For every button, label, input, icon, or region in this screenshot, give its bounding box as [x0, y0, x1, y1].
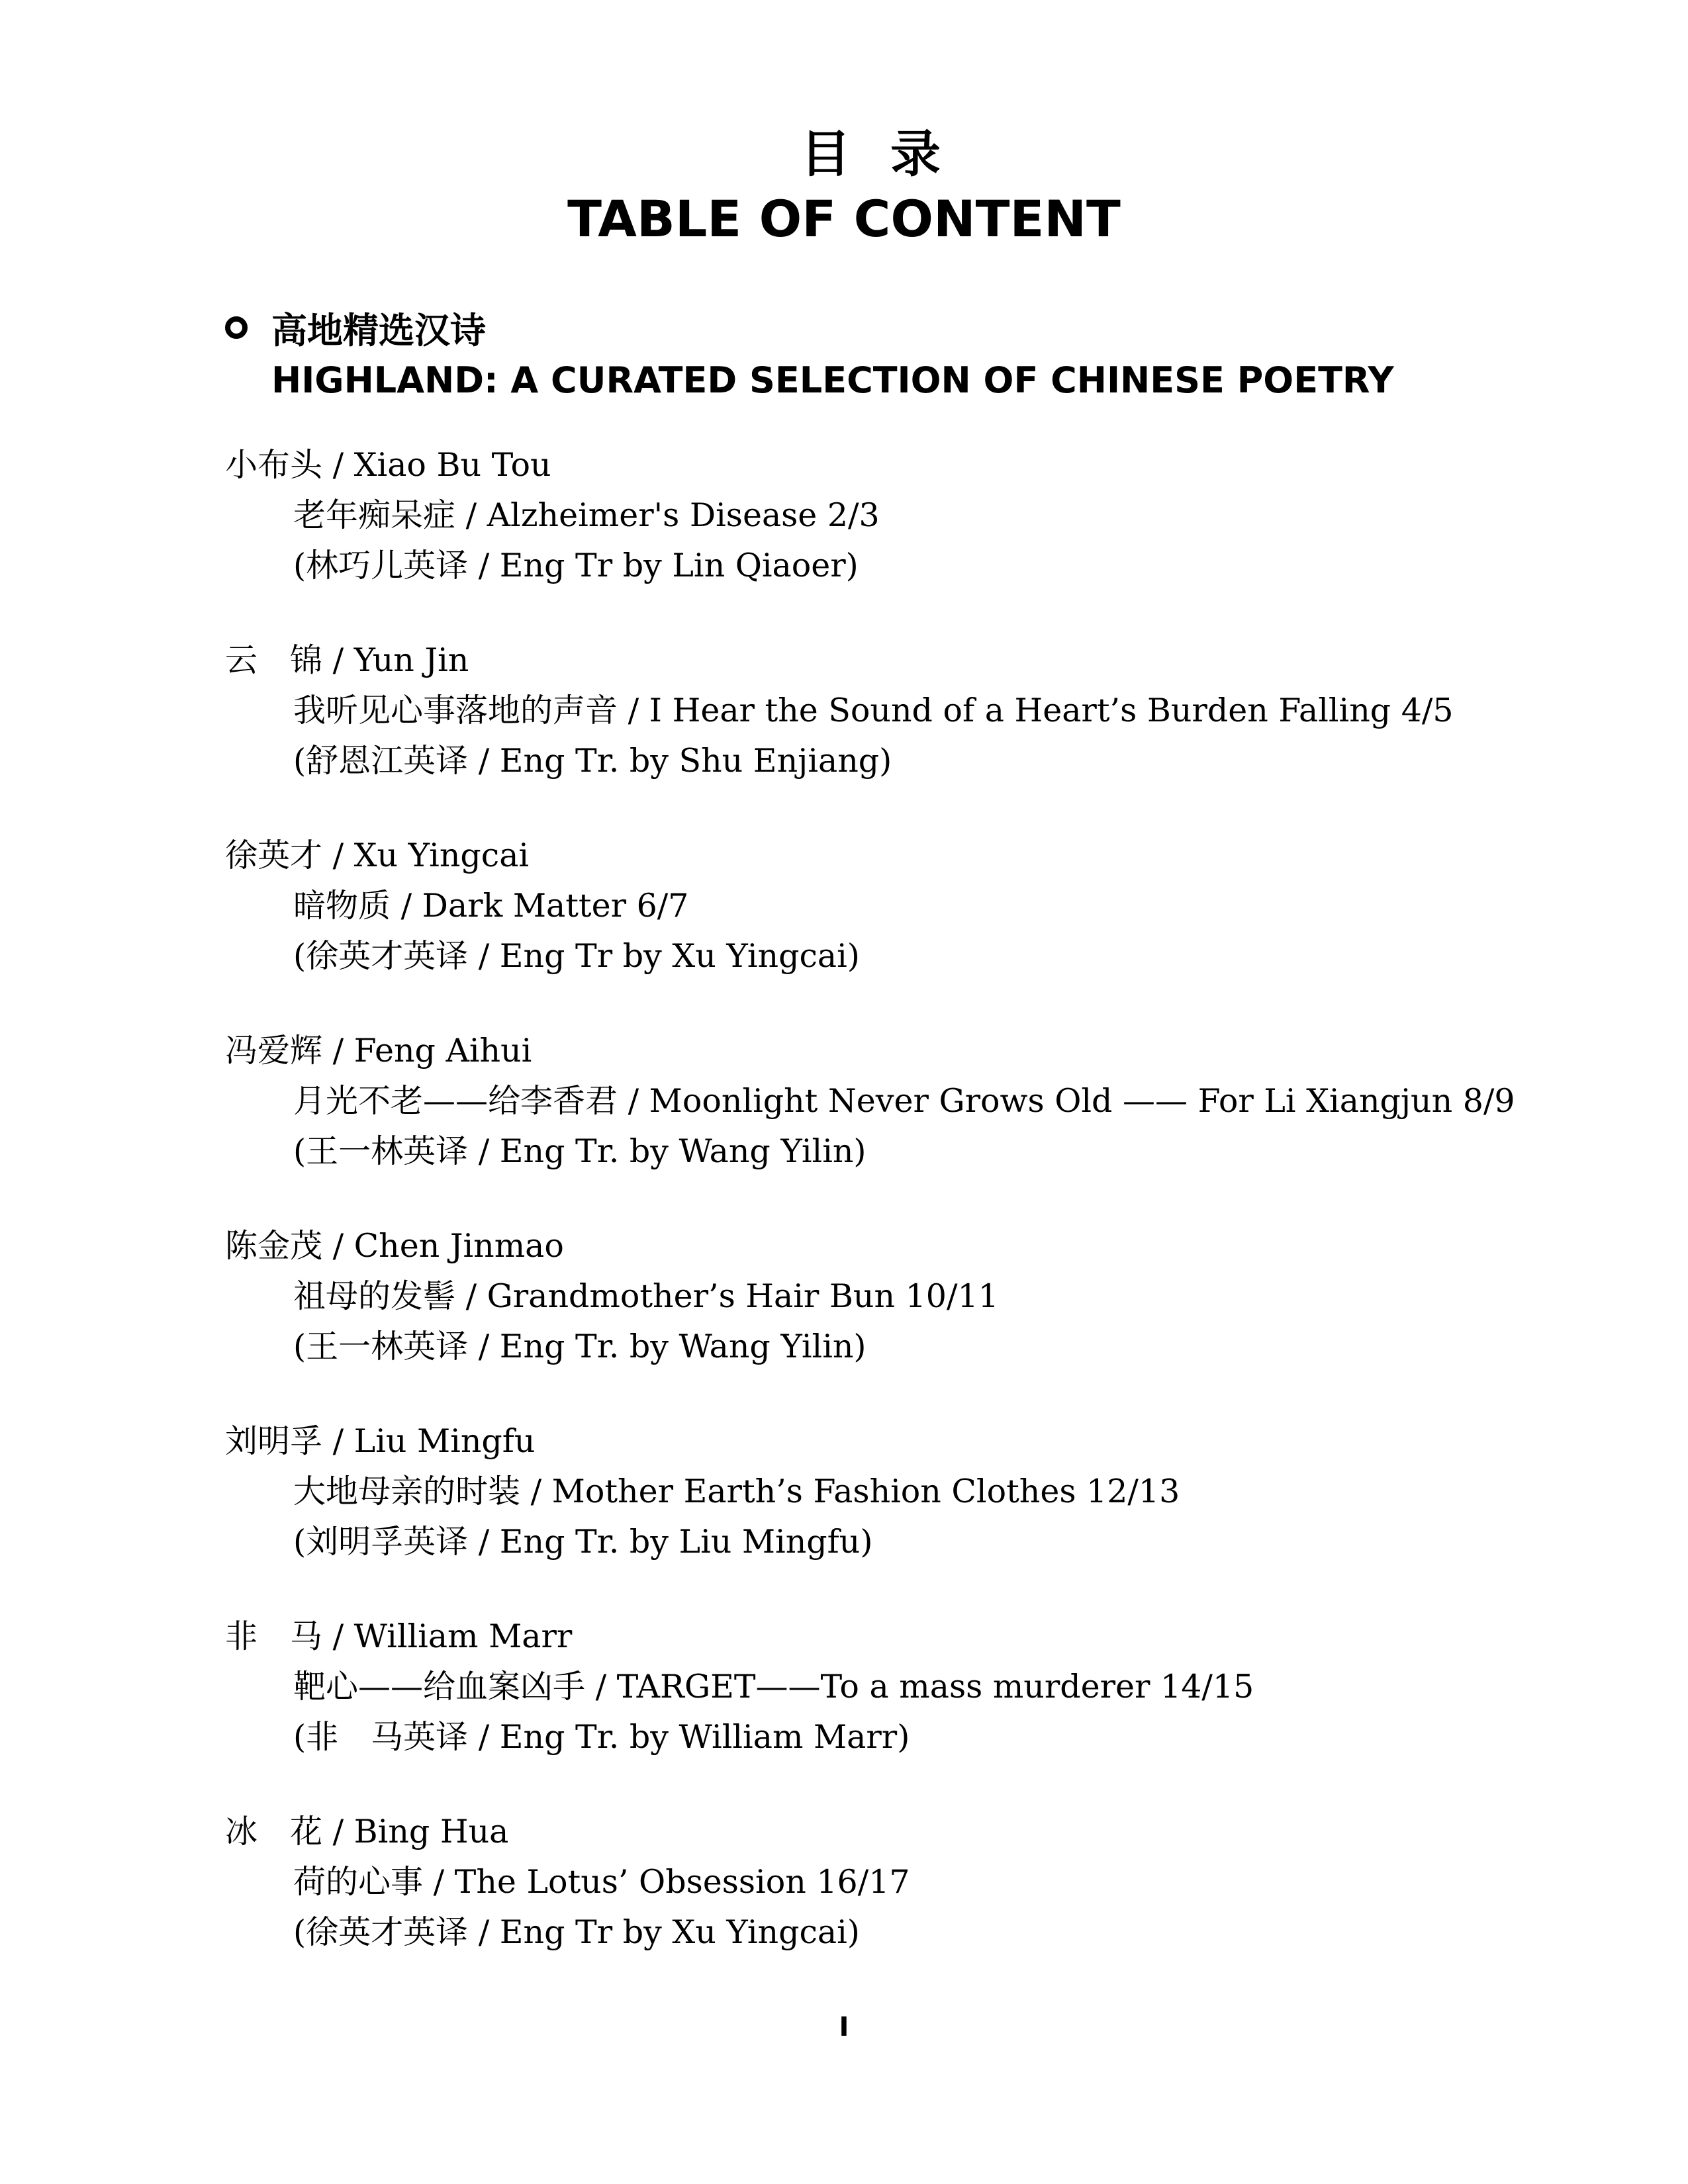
toc-entry [225, 1026, 1615, 1221]
poet-name: 陈金茂 / Chen Jinmao [225, 1227, 564, 1265]
section-heading [225, 301, 1549, 407]
translator-credit: (刘明孚英译 / Eng Tr. by Liu Mingfu) [293, 1523, 873, 1561]
poem-title[interactable]: 我听见心事落地的声音 / I Hear the Sound of a Heart’s Burden Falling 4/5 [293, 692, 1454, 729]
poet-name: 冰 花 / Bing Hua [225, 1813, 509, 1850]
translator-credit: (徐英才英译 / Eng Tr by Xu Yingcai) [293, 937, 860, 975]
translator-credit: (王一林英译 / Eng Tr. by Wang Yilin) [293, 1132, 867, 1170]
poem-title[interactable]: 荷的心事 / The Lotus’ Obsession 16/17 [293, 1863, 910, 1901]
poet-name: 刘明孚 / Liu Mingfu [225, 1422, 536, 1460]
translator-credit: (王一林英译 / Eng Tr. by Wang Yilin) [293, 1328, 867, 1365]
poet-name: 非 马 / William Marr [225, 1617, 573, 1655]
title-english: TABLE OF CONTENT [567, 189, 1121, 248]
poet-name: 小布头 / Xiao Bu Tou [225, 446, 551, 484]
page-header [0, 122, 1688, 251]
toc-entry [225, 440, 1615, 635]
translator-credit: (非 马英译 / Eng Tr. by William Marr) [293, 1718, 910, 1756]
poet-name: 冯爱辉 / Feng Aihui [225, 1032, 532, 1069]
page-number: I [839, 2012, 849, 2042]
toc-entry [225, 1807, 1615, 2002]
toc-entry [225, 1416, 1615, 1612]
poem-title[interactable]: 靶心——给血案凶手 / TARGET——To a mass murderer 14/15 [293, 1668, 1254, 1706]
translator-credit: (徐英才英译 / Eng Tr by Xu Yingcai) [293, 1913, 860, 1951]
poem-title[interactable]: 暗物质 / Dark Matter 6/7 [293, 887, 689, 925]
toc-entry [225, 635, 1615, 831]
translator-credit: (林巧儿英译 / Eng Tr by Lin Qiaoer) [293, 547, 859, 584]
title-chinese: 目录 [800, 124, 980, 183]
toc-entries [225, 440, 1615, 2002]
poem-title[interactable]: 老年痴呆症 / Alzheimer's Disease 2/3 [293, 496, 880, 534]
toc-entry [225, 1221, 1615, 1416]
section-title-english: HIGHLAND: A CURATED SELECTION OF CHINESE POETRY [271, 359, 1394, 401]
section-title-chinese: 高地精选汉诗 [271, 308, 486, 351]
toc-entry [225, 1612, 1615, 1807]
toc-entry [225, 831, 1615, 1026]
circle-bullet-icon [225, 316, 248, 339]
poem-title[interactable]: 大地母亲的时装 / Mother Earth’s Fashion Clothes 12/13 [293, 1473, 1180, 1510]
poem-title[interactable]: 祖母的发髻 / Grandmother’s Hair Bun 10/11 [293, 1277, 999, 1315]
poet-name: 云 锦 / Yun Jin [225, 641, 469, 679]
poem-title[interactable]: 月光不老——给李香君 / Moonlight Never Grows Old —— For Li Xiangjun 8/9 [293, 1082, 1515, 1120]
translator-credit: (舒恩江英译 / Eng Tr. by Shu Enjiang) [293, 742, 892, 780]
poet-name: 徐英才 / Xu Yingcai [225, 837, 530, 874]
